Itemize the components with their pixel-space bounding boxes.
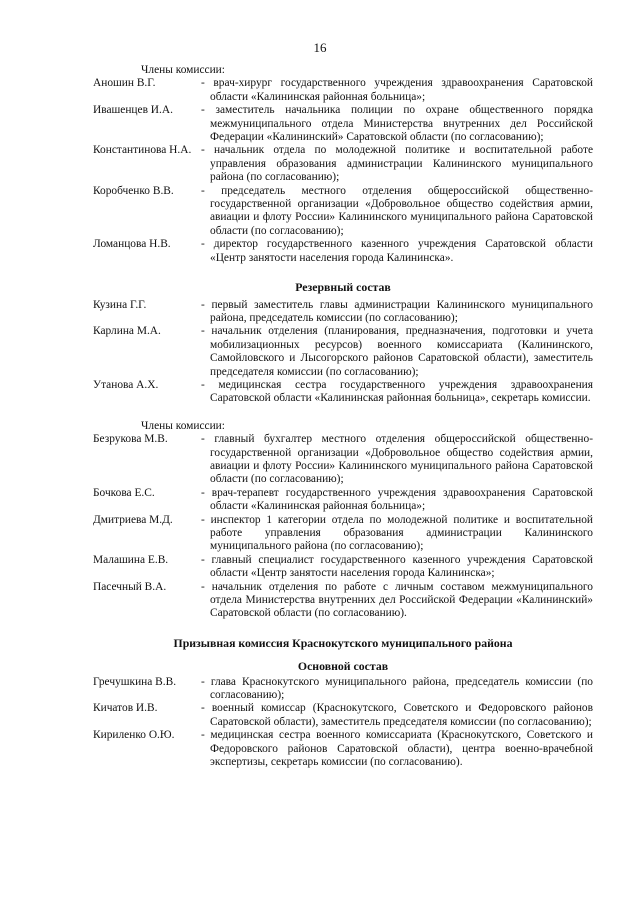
member-name: Пасечный В.А. (93, 580, 167, 593)
member-name: Гречушкина В.В. (93, 675, 177, 688)
document-body (93, 64, 593, 770)
member-name: Карлина М.А. (93, 325, 161, 338)
list-item (93, 379, 593, 406)
reserve-list (93, 299, 593, 406)
member-name: Бочкова Е.С. (93, 486, 155, 499)
list-item (93, 487, 593, 514)
page-number: 16 (313, 40, 327, 55)
member-name: Коробченко В.В. (93, 184, 174, 197)
member-position: - начальник отдела по молодежной политике и воспитательной работе управления образования администрации Калининского муниципального района (по согласованию); (201, 144, 593, 184)
member-name: Ломанцова Н.В. (93, 238, 171, 251)
list-item (93, 702, 593, 729)
spacer (93, 406, 593, 420)
member-position: - заместитель начальника полиции по охране общественного порядка межмуниципального отдела Министерства внутренних дел Российской Федерации «Калининский» Саратовской области (по согласованию); (201, 104, 593, 144)
member-name: Дмитриева М.Д. (93, 513, 173, 526)
member-position: - медицинская сестра военного комиссариата (Краснокутского, Советского и Федоровского районов Саратовской области), центра военно-врачебной экспертизы, секретарь комиссии (по согласованию). (201, 729, 593, 769)
member-position: - начальник отделения по работе с личным составом межмуниципального отдела Министерства внутренних дел Российской Федерации «Калининский» Саратовской области (по согласованию). (201, 580, 593, 620)
section-heading-reserve: Резервный состав (295, 280, 391, 295)
members-label: Члены комиссии: (141, 419, 225, 432)
section-heading-krasnokutsky: Призывная комиссия Краснокутского муниципального района (173, 635, 513, 650)
member-name: Безрукова М.В. (93, 433, 168, 446)
list-item (93, 433, 593, 487)
member-name: Утанова А.Х. (93, 378, 159, 391)
member-position: - врач-хирург государственного учреждения здравоохранения Саратовской области «Калининская районная больница»; (201, 77, 593, 103)
member-position: - председатель местного отделения общероссийской общественно-государственной организации «Добровольное общество содействия армии, авиации и флоту России» Калининского муниципального района Саратовской области (по согласованию); (201, 184, 593, 237)
member-position: - глава Краснокутского муниципального района, председатель комиссии (по согласованию); (201, 675, 593, 702)
list-item (93, 144, 593, 184)
member-position: - первый заместитель главы администрации Калининского муниципального района, председатель комиссии (по согласованию); (201, 298, 593, 324)
main-composition-list (93, 676, 593, 770)
member-position: - медицинская сестра государственного учреждения здравоохранения Саратовской области «Калининская районная больница», секретарь комиссии. (201, 378, 593, 405)
list-item (93, 554, 593, 581)
members-list (93, 433, 593, 621)
member-position: - врач-терапевт государственного учреждения здравоохранения Саратовской области «Калининская районная больница»; (201, 486, 593, 513)
member-name: Малашина Е.В. (93, 553, 169, 566)
subheading-main-composition: Основной состав (297, 659, 389, 674)
member-position: - начальник отделения (планирования, предназначения, подготовки и учета мобилизационных ресурсов) военного комиссариата (Калининского, Самойловского и Лысогорского районов Саратовской области), заместитель председателя комиссии (по согласованию); (201, 325, 593, 378)
list-item (93, 514, 593, 554)
member-position: - главный специалист государственного казенного учреждения Саратовской области «Центр занятости населения города Калининска»; (201, 553, 593, 580)
list-item (93, 676, 593, 703)
list-item (93, 325, 593, 379)
member-name: Кузина Г.Г. (93, 298, 147, 311)
member-name: Кичатов И.В. (93, 702, 158, 715)
member-position: - директор государственного казенного учреждения Саратовской области «Центр занятости населения города Калининска». (201, 238, 593, 264)
member-name: Ивашенцев И.А. (93, 104, 173, 117)
list-item (93, 581, 593, 621)
member-name: Константинова Н.А. (93, 144, 192, 157)
member-name: Аношин В.Г. (93, 77, 156, 90)
member-name: Кириленко О.Ю. (93, 729, 175, 742)
members-list (93, 77, 593, 265)
member-position: - инспектор 1 категории отдела по молодежной политике и воспитательной работе управления образования администрации Калининского муниципального района (по согласованию); (201, 513, 593, 553)
list-item (93, 185, 593, 239)
list-item (93, 104, 593, 144)
list-item (93, 299, 593, 326)
member-position: - главный бухгалтер местного отделения общероссийской общественно-государственной организации «Добровольное общество содействия армии, авиации и флоту России» Калининского муниципального района Саратовской области (по согласованию); (201, 433, 593, 486)
list-item (93, 729, 593, 769)
list-item (93, 238, 593, 265)
members-label: Члены комиссии: (141, 64, 225, 76)
list-item (93, 77, 593, 104)
member-position: - военный комиссар (Краснокутского, Советского и Федоровского районов Саратовской области), заместитель председателя комиссии (по согласованию); (201, 702, 593, 728)
